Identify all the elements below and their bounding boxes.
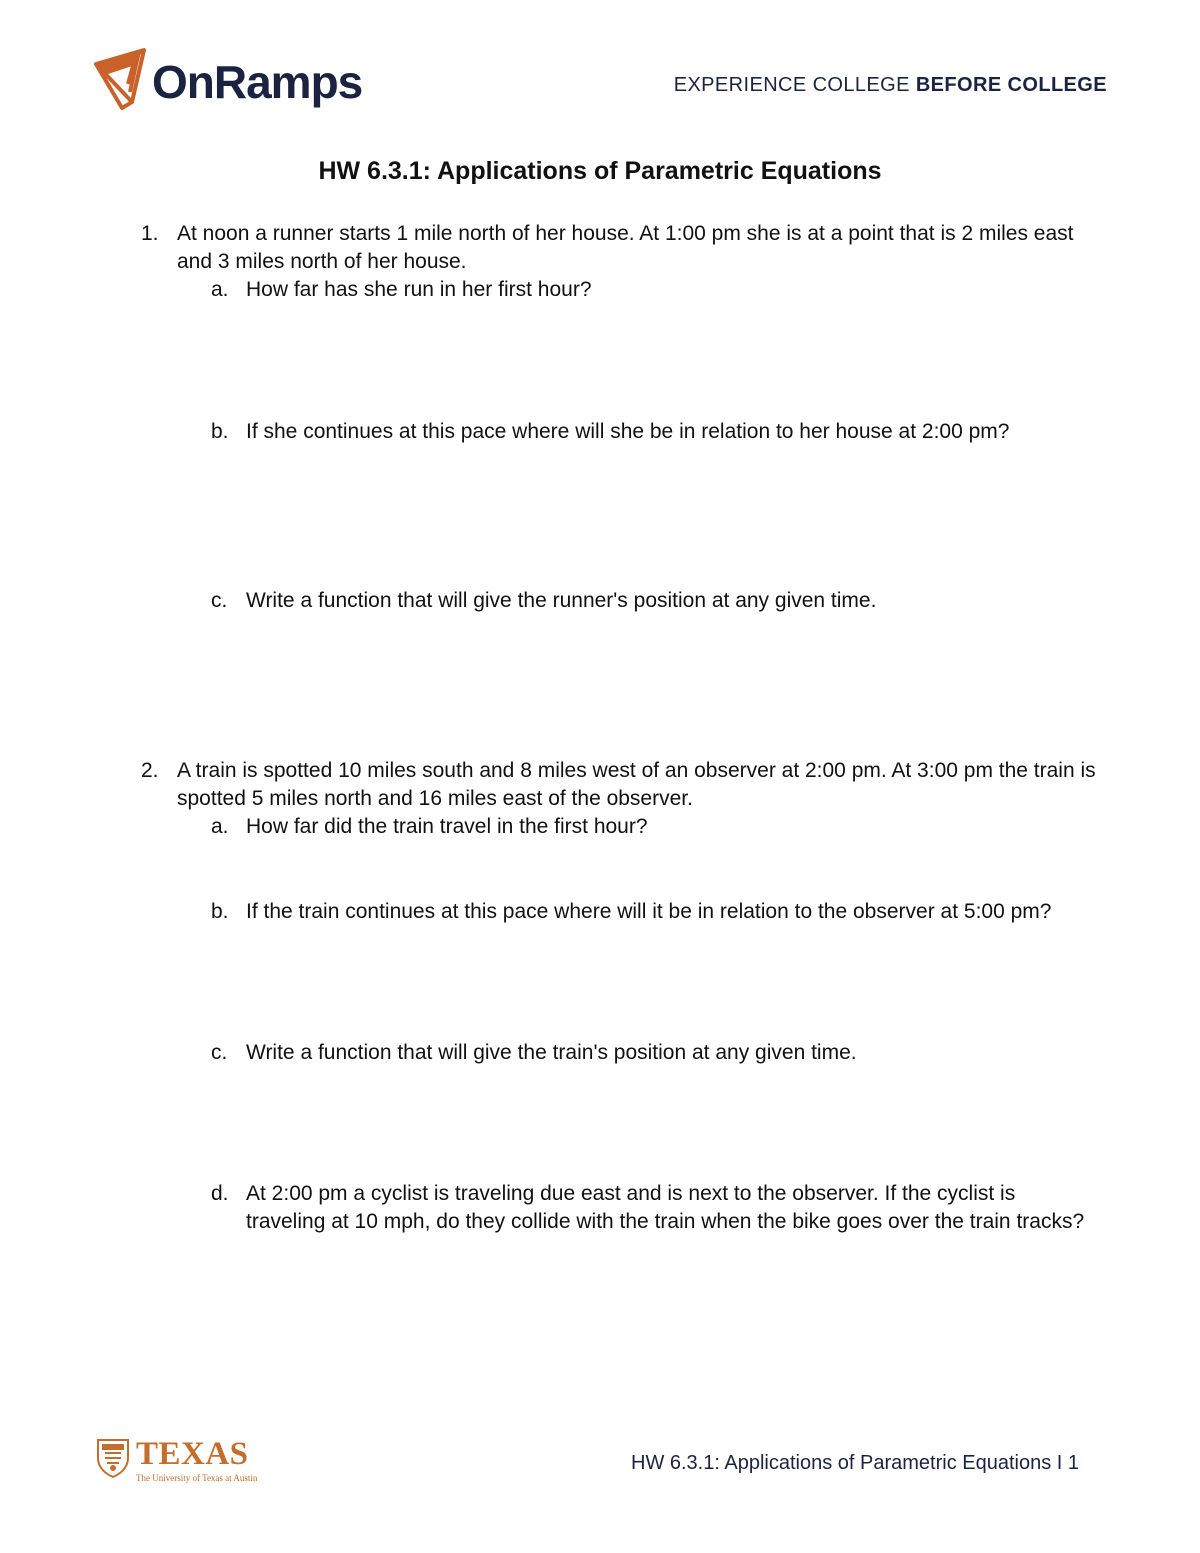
onramps-logo-text: OnRamps xyxy=(152,56,363,108)
texas-wordmark: TEXAS xyxy=(136,1436,249,1472)
question-text: A train is spotted 10 miles south and 8 miles west of an observer at 2:00 pm. At 3:00 pm the train is spotted 5 miles north and 16 miles east of the observer. xyxy=(177,759,1096,810)
header-tagline xyxy=(674,74,1107,97)
part-letter: a. xyxy=(211,815,229,838)
part-text: Write a function that will give the train's position at any given time. xyxy=(246,1041,857,1064)
question-number: 1. xyxy=(141,222,159,245)
part-text: If the train continues at this pace where will it be in relation to the observer at 5:00 pm? xyxy=(246,900,1052,923)
tagline-bold: BEFORE COLLEGE xyxy=(915,74,1107,96)
part-letter: d. xyxy=(211,1182,229,1205)
part-letter: c. xyxy=(211,1041,228,1064)
question-number: 2. xyxy=(141,759,159,782)
part-text: How far did the train travel in the first hour? xyxy=(246,815,648,838)
part-text: At 2:00 pm a cyclist is traveling due east and is next to the observer. If the cyclist is traveling at 10 mph, do they collide with the train when the bike goes over the train tracks? xyxy=(246,1182,1085,1233)
ut-texas-logo xyxy=(96,1436,256,1488)
part-letter: b. xyxy=(211,420,229,443)
part-text: If she continues at this pace where will she be in relation to her house at 2:00 pm? xyxy=(246,420,1010,443)
tagline-regular: EXPERIENCE COLLEGE xyxy=(673,74,916,96)
part-letter: c. xyxy=(211,589,228,612)
ut-seal-shield-icon xyxy=(96,1438,130,1478)
part-letter: b. xyxy=(211,900,229,923)
page-title: HW 6.3.1: Applications of Parametric Equations xyxy=(318,157,882,185)
onramps-logo xyxy=(92,46,382,122)
texas-subtitle: The University of Texas at Austin xyxy=(136,1473,258,1483)
onramps-logo-mark-icon xyxy=(92,46,382,122)
part-text: Write a function that will give the runner's position at any given time. xyxy=(246,589,877,612)
part-letter: a. xyxy=(211,278,229,301)
footer-page-label: HW 6.3.1: Applications of Parametric Equations I 1 xyxy=(631,1452,1079,1474)
question-text: At noon a runner starts 1 mile north of her house. At 1:00 pm she is at a point that is 2 miles east and 3 miles north of her house. xyxy=(177,222,1074,273)
part-text: How far has she run in her first hour? xyxy=(246,278,592,301)
